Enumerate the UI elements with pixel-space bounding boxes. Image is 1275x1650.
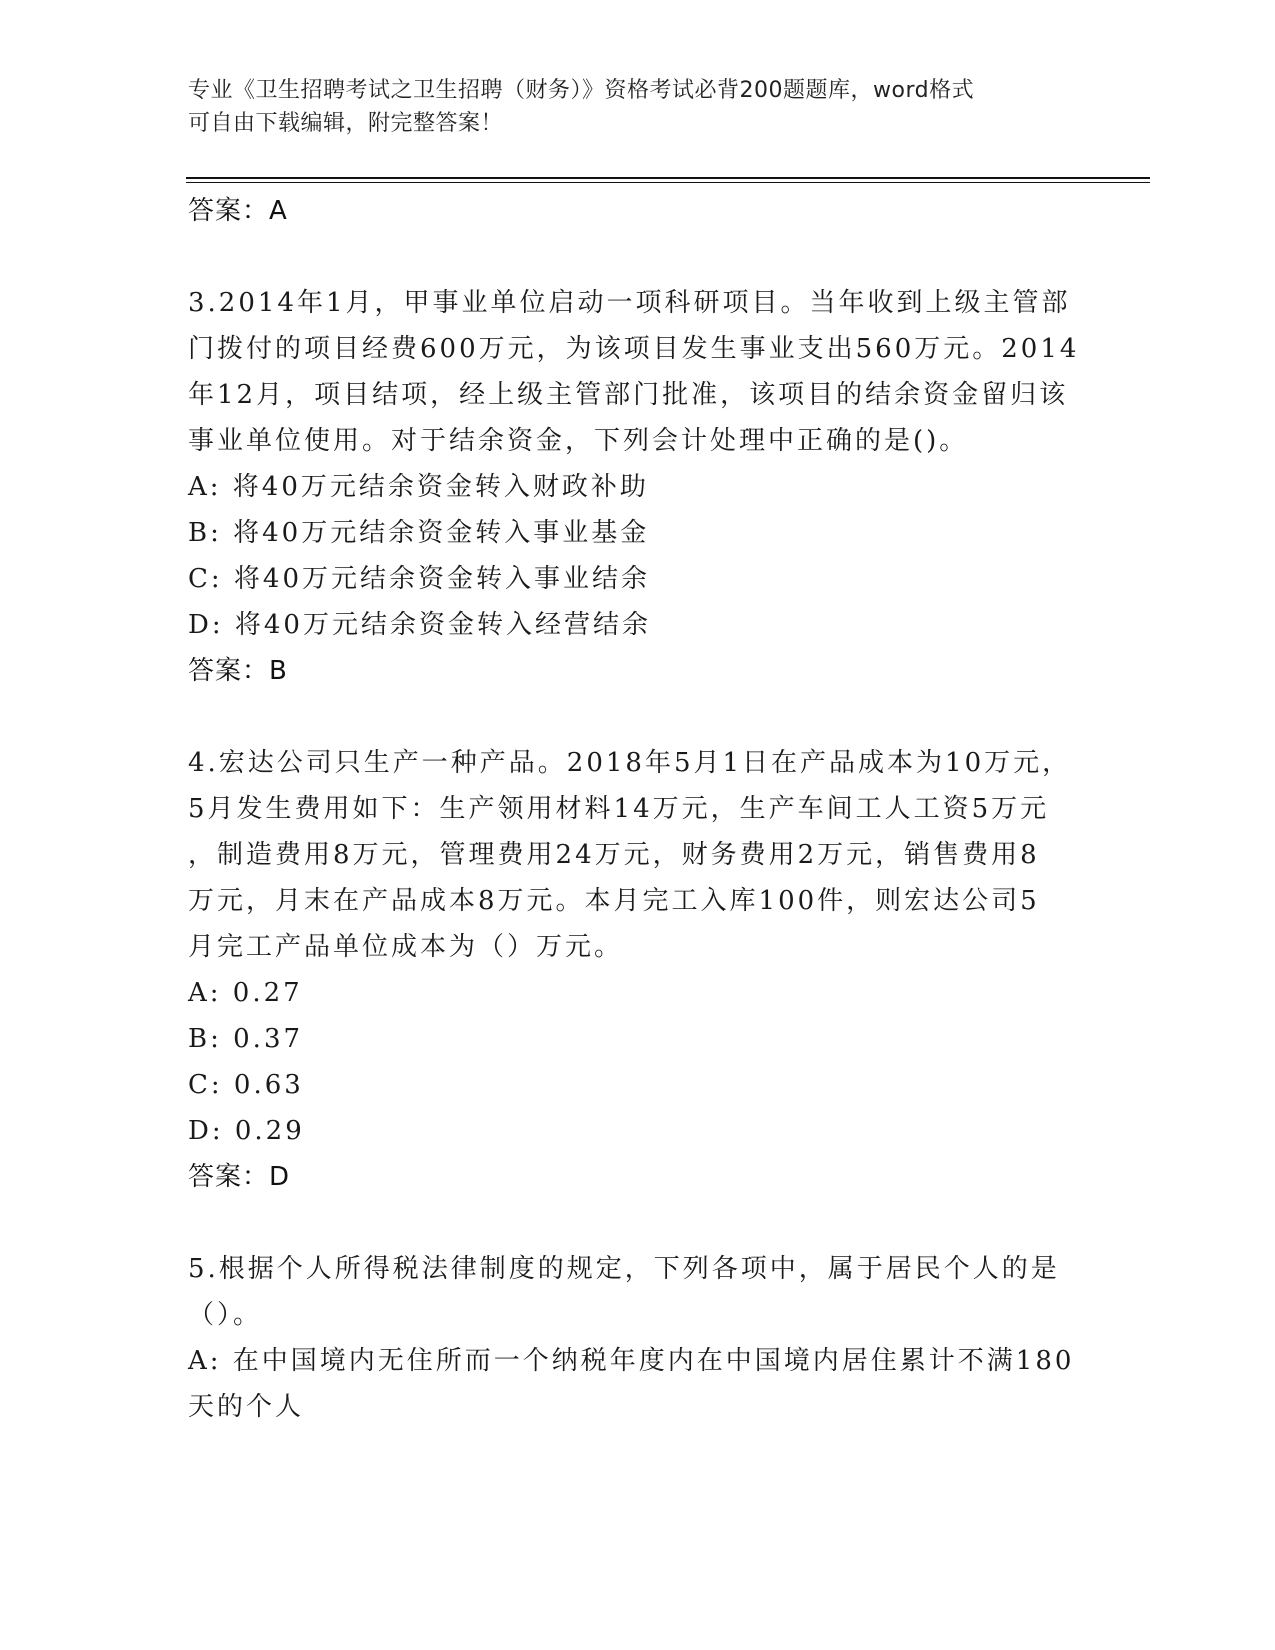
option-c: C: 0.63	[188, 1070, 304, 1100]
question-list	[188, 188, 1088, 1430]
header-rule-thick	[186, 177, 1150, 179]
question-stem-line: 4.宏达公司只生产一种产品。2018年5月1日在产品成本为10万元，	[188, 748, 1072, 778]
spacer	[188, 694, 1088, 740]
question-block	[188, 1246, 1088, 1430]
question-block	[188, 740, 1088, 1200]
question-stem-line: 事业单位使用。对于结余资金，下列会计处理中正确的是()。	[188, 426, 969, 456]
question-stem-line: 月完工产品单位成本为（）万元。	[188, 932, 624, 962]
question-stem-line: 5.根据个人所得税法律制度的规定，下列各项中，属于居民个人的是	[188, 1254, 1060, 1284]
option-a: A: 将40万元结余资金转入财政补助	[188, 472, 649, 502]
option-d: D: 0.29	[188, 1116, 305, 1146]
question-stem-line: 5月发生费用如下：生产领用材料14万元，生产车间工人工资5万元	[188, 794, 1050, 824]
question-stem-line: 门拨付的项目经费600万元，为该项目发生事业支出560万元。2014	[188, 334, 1080, 364]
answer-label: 答案：A	[188, 196, 288, 226]
question-stem-line: 3.2014年1月，甲事业单位启动一项科研项目。当年收到上级主管部	[188, 288, 1071, 318]
option-b: B: 将40万元结余资金转入事业基金	[188, 518, 650, 548]
spacer	[188, 234, 1088, 280]
answer-label: 答案：D	[188, 1162, 291, 1192]
header-rule-thin	[186, 182, 1150, 183]
document-header	[188, 74, 1068, 140]
option-c: C: 将40万元结余资金转入事业结余	[188, 564, 651, 594]
question-stem-line: 万元，月末在产品成本8万元。本月完工入库100件，则宏达公司5	[188, 886, 1040, 916]
question-stem-line: （）。	[188, 1300, 263, 1330]
option-b: B: 0.37	[188, 1024, 304, 1054]
option-d: D: 将40万元结余资金转入经营结余	[188, 610, 651, 640]
answer-label: 答案：B	[188, 656, 288, 686]
option-a: A: 在中国境内无住所而一个纳税年度内在中国境内居住累计不满180	[188, 1346, 1075, 1376]
header-line: 可自由下载编辑，附完整答案！	[188, 111, 504, 136]
question-stem-line: ，制造费用8万元，管理费用24万元，财务费用2万元，销售费用8	[188, 840, 1040, 870]
option-a: A: 0.27	[188, 978, 303, 1008]
option-a-continued: 天的个人	[188, 1392, 305, 1422]
question-block	[188, 280, 1088, 694]
spacer	[188, 1200, 1088, 1246]
question-stem-line: 年12月，项目结项，经上级主管部门批准，该项目的结余资金留归该	[188, 380, 1069, 410]
header-line: 专业《卫生招聘考试之卫生招聘（财务）》资格考试必背200题题库，word格式	[188, 78, 975, 103]
